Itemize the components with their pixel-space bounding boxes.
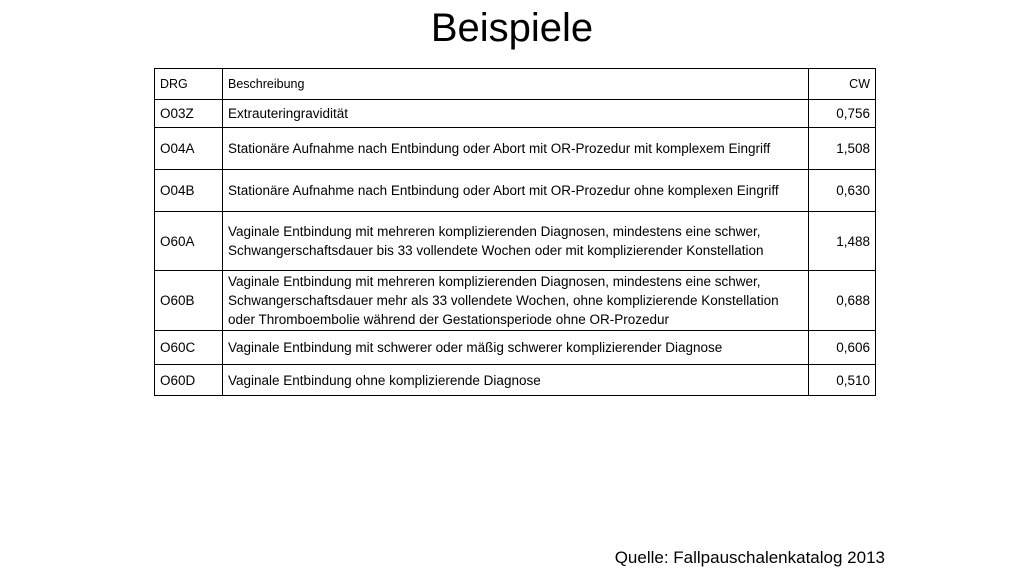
drg-code: O03Z [155,100,223,128]
source-citation: Quelle: Fallpauschalenkatalog 2013 [614,548,885,567]
drg-cost-weight: 0,688 [809,271,876,331]
table-row [155,128,876,170]
drg-description: Vaginale Entbindung mit mehreren komplizierenden Diagnosen, mindestens eine schwer, Schwangerschaftsdauer mehr als 33 vollendete Wochen, ohne komplizierende Konstellation oder Thromboembolie während der Gestationsperiode ohne OR-Prozedur [223,271,809,331]
drg-cost-weight: 0,630 [809,170,876,212]
drg-code: O60B [155,271,223,331]
drg-code: O60C [155,331,223,365]
drg-cost-weight: 0,606 [809,331,876,365]
drg-description: Vaginale Entbindung ohne komplizierende Diagnose [223,365,809,396]
drg-description: Vaginale Entbindung mit schwerer oder mäßig schwerer komplizierender Diagnose [223,331,809,365]
table-row [155,170,876,212]
drg-table [154,68,876,396]
slide-title: Beispiele [430,6,594,50]
drg-description: Extrauteringravidität [223,100,809,128]
drg-description: Stationäre Aufnahme nach Entbindung oder Abort mit OR-Prozedur mit komplexem Eingriff [223,128,809,170]
header-cw: CW [809,69,876,100]
drg-description: Vaginale Entbindung mit mehreren komplizierenden Diagnosen, mindestens eine schwer, Schwangerschaftsdauer bis 33 vollendete Wochen oder mit komplizierender Konstellation [223,212,809,271]
drg-cost-weight: 0,756 [809,100,876,128]
drg-code: O04A [155,128,223,170]
table-row [155,331,876,365]
header-beschreibung: Beschreibung [223,69,809,100]
table-row [155,271,876,331]
drg-cost-weight: 0,510 [809,365,876,396]
table-row [155,100,876,128]
drg-cost-weight: 1,488 [809,212,876,271]
table-header-row [155,69,876,100]
drg-description: Stationäre Aufnahme nach Entbindung oder Abort mit OR-Prozedur ohne komplexen Eingriff [223,170,809,212]
header-drg: DRG [155,69,223,100]
table-row [155,365,876,396]
table-row [155,212,876,271]
drg-code: O60D [155,365,223,396]
drg-cost-weight: 1,508 [809,128,876,170]
drg-code: O60A [155,212,223,271]
drg-code: O04B [155,170,223,212]
